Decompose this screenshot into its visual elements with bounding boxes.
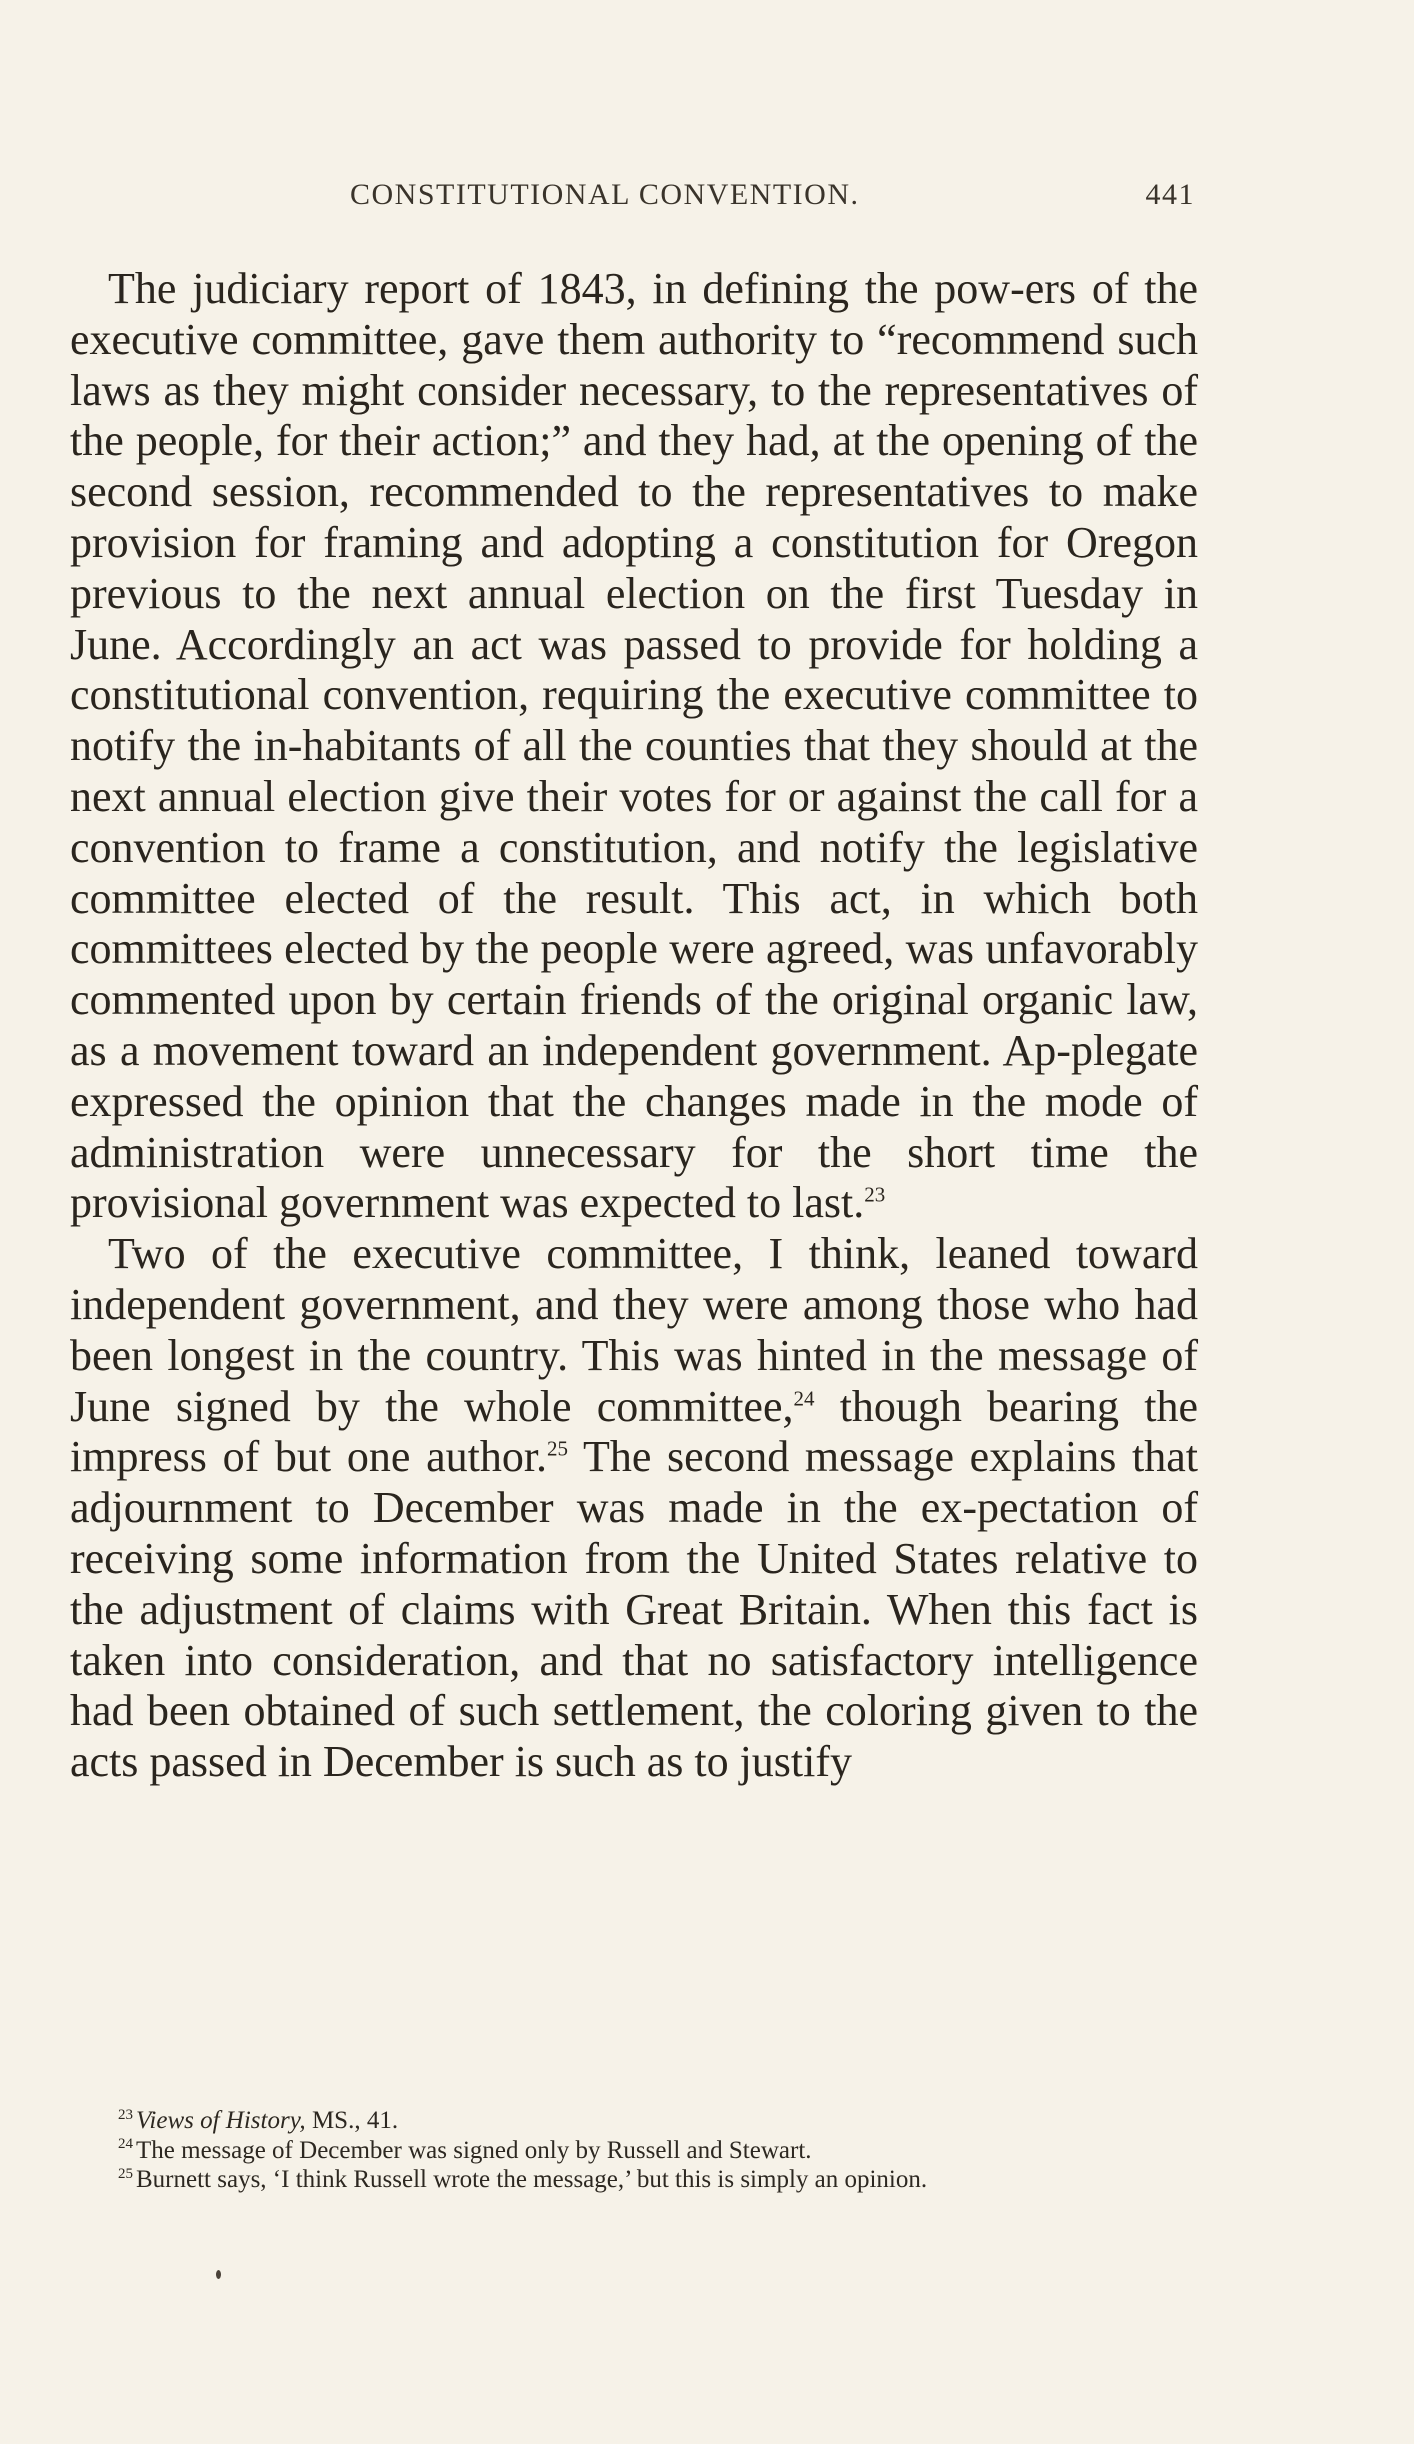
paragraph-2 — [70, 1229, 1198, 1788]
footnote-text: Burnett says, ‘I think Russell wrote the message,’ but this is simply an opinion. — [136, 2166, 928, 2193]
footnote-reference-23: 23 — [864, 1182, 886, 1207]
running-head — [350, 178, 1195, 218]
footnote-title: Views of History, — [136, 2107, 306, 2134]
footnote-number: 25 — [118, 2165, 133, 2182]
footnote-23 — [70, 2106, 1198, 2136]
paragraph-2-text-a: Two of the executive committee, I think, leaned toward independent government, and they were among those who had been longest in the country. This was hinted in the message of June signed by the whole committee, — [70, 1229, 1198, 1431]
footnote-reference-24: 24 — [793, 1385, 815, 1410]
footnote-text: The message of December was signed only by Russell and Stewart. — [136, 2136, 812, 2164]
footnote-text: MS., 41. — [305, 2107, 399, 2134]
footnote-reference-25: 25 — [547, 1436, 569, 1461]
paragraph-2-text-c: The second message explains that adjournment to December was made in the ex-pectation of receiving some information from the United States relative to the adjustment of claims with Great Britain. When this fact is taken into consideration, and that no satisfactory intelligence had been obtained of such settlement, the coloring given to the acts passed in December is such as to justify — [70, 1432, 1198, 1787]
body-text — [70, 264, 1198, 1788]
ink-speck — [216, 2270, 221, 2279]
footnotes — [70, 2106, 1198, 2195]
footnote-24 — [70, 2136, 1198, 2166]
paragraph-1-text: The judiciary report of 1843, in defining the pow-ers of the executive committee, gave them authority to “recommend such laws as they might consider necessary, to the representatives of the people, for their action;” and they had, at the opening of the second session, recommended to the representatives to make provision for framing and adopting a constitution for Oregon previous to the next annual election on the first Tuesday in June. Accordingly an act was passed to provide for holding a constitutional convention, requiring the executive committee to notify the in-habitants of all the counties that they should at the next annual election give their votes for or against the call for a convention to frame a constitution, and notify the legislative committee elected of the result. This act, in which both committees elected by the people were agreed, was unfavorably commented upon by certain friends of the original organic law, as a movement toward an independent government. Ap-plegate expressed the opinion that the changes made in the mode of administration were unnecessary for the short time the provisional government was expected to last. — [70, 264, 1198, 1228]
footnote-number: 23 — [118, 2106, 133, 2123]
running-head-title: CONSTITUTIONAL CONVENTION. — [350, 178, 860, 211]
paragraph-1 — [70, 264, 1198, 1229]
paragraph-2-text-b: though bearing the impress of but one author. — [70, 1381, 1198, 1482]
page-number: 441 — [1145, 178, 1195, 211]
footnote-number: 24 — [118, 2136, 133, 2153]
footnote-25 — [70, 2165, 1198, 2195]
